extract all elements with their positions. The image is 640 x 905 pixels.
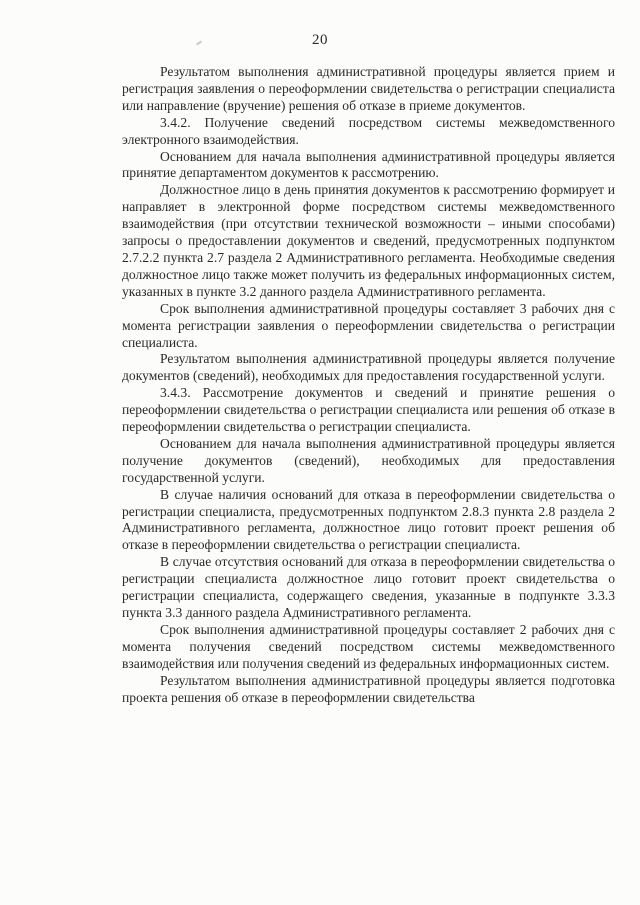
paragraph-term-3-days: Срок выполнения административной процедуры составляет 3 рабочих дня с момента регистрации заявления о переоформлении свидетельства о регистрации специалиста. <box>122 300 615 350</box>
paragraph-official-requests: Должностное лицо в день принятия документов к рассмотрению формирует и направляет в электронной форме посредством системы межведомственного взаимодействия (при отсутствии технической возможности – иными способами) запросы о предоставлении документов и сведений, предусмотренных подпунктом 2.7.2.2 пункта 2.7 раздела 2 Административного регламента. Необходимые сведения должностное лицо также может получить из федеральных информационных систем, указанных в пункте 3.2 данного раздела Административного регламента. <box>122 182 615 299</box>
section-heading-3-4-3: 3.4.3. Рассмотрение документов и сведений и принятие решения о переоформлении свидетельства о регистрации специалиста или решения об отказе в переоформлении свидетельства о регистрации специалиста. <box>122 385 615 435</box>
paragraph-basis-documents: Основанием для начала выполнения административной процедуры является получение документов (сведений), необходимых для предоставления государственной услуги. <box>122 435 615 485</box>
paragraph-result-draft: Результатом выполнения административной процедуры является подготовка проекта решения об отказе в переоформлении свидетельства <box>122 672 615 705</box>
document-body <box>122 64 615 706</box>
paragraph-no-refusal-grounds: В случае отсутствия оснований для отказа в переоформлении свидетельства о регистрации специалиста должностное лицо готовит проект свидетельства о регистрации специалиста, содержащего сведения, указанные в подпункте 3.3.3 пункта 3.3 данного раздела Административного регламента. <box>122 554 615 620</box>
paragraph-result-documents: Результатом выполнения административной процедуры является получение документов (сведений), необходимых для предоставления государственной услуги. <box>122 351 615 384</box>
page-number: 20 <box>312 32 328 48</box>
paragraph-basis-acceptance: Основанием для начала выполнения административной процедуры является принятие департаментом документов к рассмотрению. <box>122 148 615 181</box>
paragraph-refusal-grounds: В случае наличия оснований для отказа в переоформлении свидетельства о регистрации специалиста, предусмотренных подпунктом 2.8.3 пункта 2.8 раздела 2 Административного регламента, должностное лицо готовит проект решения об отказе в переоформлении свидетельства о регистрации специалиста. <box>122 486 615 553</box>
paragraph-result-registration: Результатом выполнения административной процедуры является прием и регистрация заявления о переоформлении свидетельства о регистрации специалиста или направление (вручение) решения об отказе в приеме документов. <box>122 64 615 113</box>
paragraph-term-2-days: Срок выполнения административной процедуры составляет 2 рабочих дня с момента получения сведений посредством системы межведомственного взаимодействия или получения сведений из федеральных информационных систем. <box>122 621 615 671</box>
section-heading-3-4-2: 3.4.2. Получение сведений посредством системы межведомственного электронного взаимодействия. <box>122 114 615 147</box>
